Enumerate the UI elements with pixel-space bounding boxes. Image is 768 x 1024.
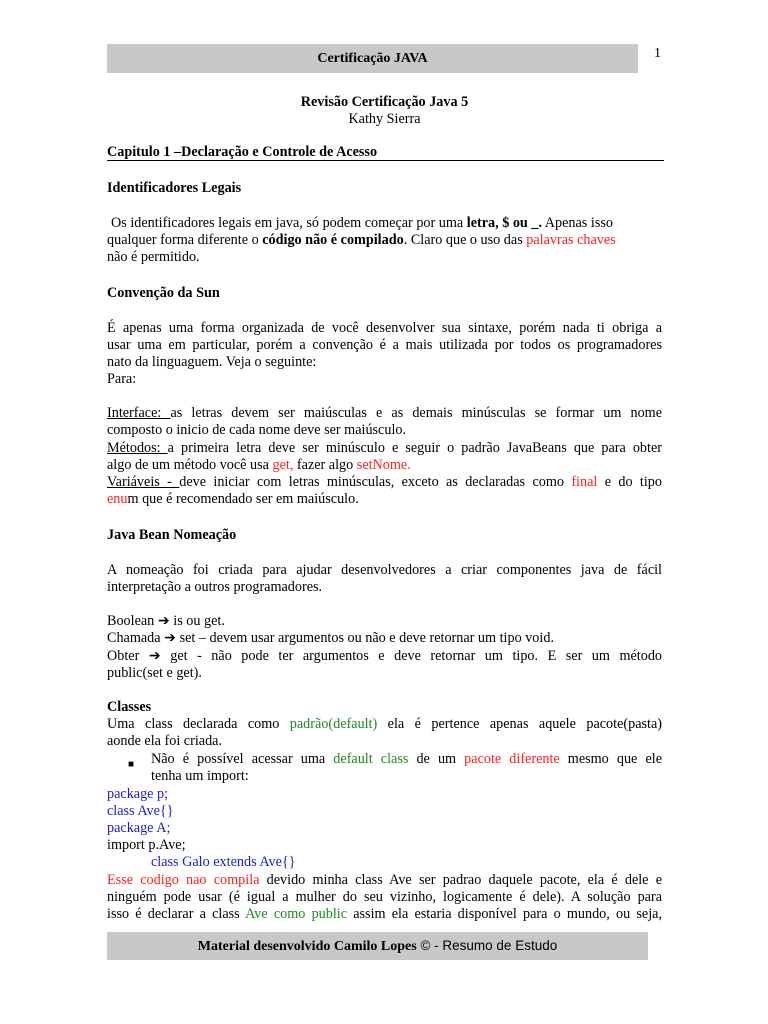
code-line: class Ave{} bbox=[107, 803, 174, 819]
paragraph-line: qualquer forma diferente o código não é compilado. Claro que o uso das palavras chaves bbox=[107, 232, 616, 248]
variaveis-line: Variáveis - deve iniciar com letras minúsculas, exceto as declaradas como final e do tipo bbox=[107, 474, 662, 490]
obter-line: Obter ➔ get - não pode ter argumentos e deve retornar um tipo. E ser um método bbox=[107, 648, 663, 664]
doc-title: Revisão Certificação Java 5 bbox=[300, 94, 469, 110]
paragraph-line: É apenas uma forma organizada de você desenvolver sua sintaxe, porém nada ti obriga a bbox=[107, 320, 662, 336]
page-number: 1 bbox=[654, 46, 661, 61]
chapter-heading: Capitulo 1 –Declaração e Controle de Acesso bbox=[107, 144, 378, 160]
bullet-icon: ■ bbox=[128, 759, 135, 770]
code-line: package p; bbox=[107, 786, 169, 802]
metodos-line: Métodos: a primeira letra deve ser minúsculo e seguir o padrão JavaBeans que para obter bbox=[107, 440, 662, 456]
section-heading-classes: Classes bbox=[107, 699, 152, 715]
paragraph-line: ninguém pode usar (é igual a mulher do seu vizinho, logicamente é dele). A solução para bbox=[107, 889, 662, 905]
boolean-line: Boolean ➔ is ou get. bbox=[107, 613, 225, 629]
code-line: class Galo extends Ave{} bbox=[151, 854, 296, 870]
footer-text: Material desenvolvido Camilo Lopes © - Resumo de Estudo bbox=[197, 938, 558, 954]
doc-author: Kathy Sierra bbox=[348, 111, 421, 127]
code-line: import p.Ave; bbox=[107, 837, 186, 853]
paragraph-line: A nomeação foi criada para ajudar desenvolvedores a criar componentes java de fácil bbox=[107, 562, 662, 578]
paragraph-line: nato da linguaguem. Veja o seguinte: bbox=[107, 354, 317, 370]
section-heading-convencao: Convenção da Sun bbox=[107, 285, 220, 301]
interface-line: Interface: as letras devem ser maiúsculas e as demais minúsculas se formar um nome bbox=[107, 405, 663, 421]
paragraph-line: isso é declarar a class Ave como public assim ela estaria disponível para o mundo, ou seja, bbox=[107, 906, 662, 922]
header-bar bbox=[107, 44, 638, 73]
arrow-icon: ➔ bbox=[164, 630, 177, 646]
paragraph-line: enum que é recomendado ser em maiúsculo. bbox=[107, 491, 359, 507]
section-heading-javabean: Java Bean Nomeação bbox=[107, 527, 237, 543]
paragraph-line: usar uma em particular, porém a convenção é a mais utilizada por todos os programadores bbox=[107, 337, 662, 353]
chamada-line: Chamada ➔ set – devem usar argumentos ou não e deve retornar um tipo void. bbox=[107, 630, 554, 646]
paragraph-line: composto o inicio de cada nome deve ser maiúsculo. bbox=[107, 422, 407, 438]
paragraph-line: Para: bbox=[107, 371, 137, 387]
paragraph-line: interpretação a outros programadores. bbox=[107, 579, 323, 595]
section-heading-identificadores: Identificadores Legais bbox=[107, 180, 242, 196]
chapter-rule bbox=[107, 160, 664, 161]
paragraph-line: aonde ela foi criada. bbox=[107, 733, 223, 749]
paragraph-line: Os identificadores legais em java, só podem começar por uma letra, $ ou _. Apenas isso bbox=[111, 215, 613, 231]
arrow-icon: ➔ bbox=[148, 648, 161, 664]
code-line: package A; bbox=[107, 820, 171, 836]
paragraph-line: não é permitido. bbox=[107, 249, 200, 265]
paragraph-line: Uma class declarada como padrão(default) ela é pertence apenas aquele pacote(pasta) bbox=[107, 716, 662, 732]
paragraph-line: public(set e get). bbox=[107, 665, 202, 681]
paragraph-line: Esse codigo nao compila devido minha class Ave ser padrao daquele pacote, ela é dele e bbox=[107, 872, 662, 888]
bullet-line: Não é possível acessar uma default class de um pacote diferente mesmo que ele bbox=[151, 751, 662, 767]
arrow-icon: ➔ bbox=[157, 613, 170, 629]
bullet-line: tenha um import: bbox=[151, 768, 249, 784]
paragraph-line: algo de um método você usa get, fazer algo setNome. bbox=[107, 457, 411, 473]
footer-bar bbox=[107, 932, 648, 960]
header-title: Certificação JAVA bbox=[317, 51, 428, 66]
